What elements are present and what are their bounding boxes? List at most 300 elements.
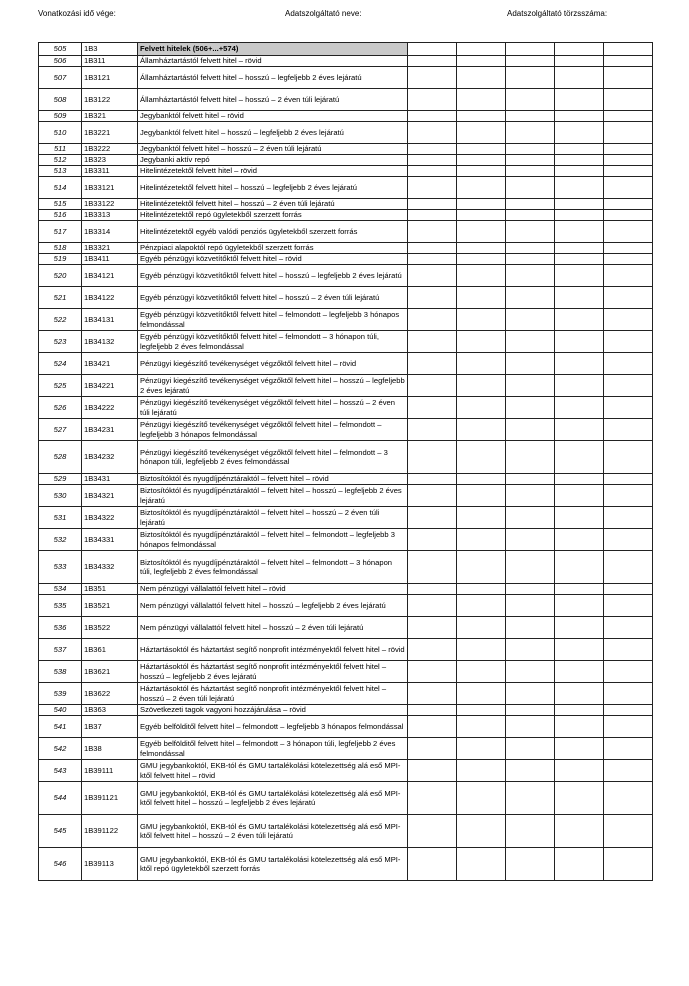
value-cell[interactable] bbox=[457, 485, 506, 507]
value-cell[interactable] bbox=[555, 507, 604, 529]
value-cell[interactable] bbox=[457, 111, 506, 122]
value-cell[interactable] bbox=[457, 265, 506, 287]
value-cell[interactable] bbox=[604, 639, 653, 661]
row-description: Pénzügyi kiegészítő tevékenységet végzőktől felvett hitel – rövid bbox=[138, 353, 408, 375]
value-cell[interactable] bbox=[506, 67, 555, 89]
value-cell[interactable] bbox=[506, 166, 555, 177]
value-cell[interactable] bbox=[555, 551, 604, 584]
value-cell[interactable] bbox=[555, 166, 604, 177]
row-code: 1B39111 bbox=[82, 760, 138, 782]
row-description: Pénzpiaci alapoktól repó ügyletekből szerzett forrás bbox=[138, 243, 408, 254]
row-description: Biztosítóktól és nyugdíjpénztáraktól – felvett hitel – felmondott – legfeljebb 3 hónapos felmondással bbox=[138, 529, 408, 551]
value-cell[interactable] bbox=[457, 243, 506, 254]
value-cell[interactable] bbox=[408, 56, 457, 67]
header-reference-date: Vonatkozási idő vége: bbox=[38, 9, 116, 18]
row-description: Államháztartástól felvett hitel – hosszú – 2 éven túli lejáratú bbox=[138, 89, 408, 111]
row-number: 518 bbox=[39, 243, 82, 254]
table-row bbox=[39, 56, 653, 67]
row-description: Államháztartástól felvett hitel – rövid bbox=[138, 56, 408, 67]
value-cell[interactable] bbox=[555, 441, 604, 474]
table-row bbox=[39, 419, 653, 441]
value-cell[interactable] bbox=[604, 177, 653, 199]
row-code: 1B3 bbox=[82, 43, 138, 56]
value-cell[interactable] bbox=[457, 474, 506, 485]
value-cell[interactable] bbox=[506, 705, 555, 716]
table-row bbox=[39, 441, 653, 474]
value-cell[interactable] bbox=[408, 815, 457, 848]
value-cell[interactable] bbox=[604, 122, 653, 144]
row-description: Hitelintézetektől repó ügyletekből szerzett forrás bbox=[138, 210, 408, 221]
value-cell[interactable] bbox=[408, 287, 457, 309]
value-cell[interactable] bbox=[408, 254, 457, 265]
value-cell[interactable] bbox=[506, 89, 555, 111]
row-code: 1B3431 bbox=[82, 474, 138, 485]
value-cell[interactable] bbox=[604, 738, 653, 760]
value-cell[interactable] bbox=[457, 397, 506, 419]
value-cell[interactable] bbox=[408, 683, 457, 705]
value-cell[interactable] bbox=[604, 309, 653, 331]
row-code: 1B391122 bbox=[82, 815, 138, 848]
value-cell[interactable] bbox=[408, 353, 457, 375]
value-cell[interactable] bbox=[408, 419, 457, 441]
value-cell[interactable] bbox=[555, 617, 604, 639]
value-cell[interactable] bbox=[555, 705, 604, 716]
value-cell[interactable] bbox=[457, 331, 506, 353]
value-cell[interactable] bbox=[408, 144, 457, 155]
value-cell[interactable] bbox=[457, 287, 506, 309]
row-code: 1B3314 bbox=[82, 221, 138, 243]
row-description: Nem pénzügyi vállalattól felvett hitel – rövid bbox=[138, 584, 408, 595]
table-row bbox=[39, 254, 653, 265]
row-code: 1B37 bbox=[82, 716, 138, 738]
value-cell[interactable] bbox=[604, 661, 653, 683]
value-cell[interactable] bbox=[408, 529, 457, 551]
value-cell[interactable] bbox=[408, 265, 457, 287]
value-cell[interactable] bbox=[408, 67, 457, 89]
value-cell[interactable] bbox=[506, 507, 555, 529]
value-cell[interactable] bbox=[408, 474, 457, 485]
value-cell[interactable] bbox=[506, 683, 555, 705]
value-cell[interactable] bbox=[506, 331, 555, 353]
value-cell[interactable] bbox=[408, 551, 457, 584]
value-cell[interactable] bbox=[555, 397, 604, 419]
value-cell[interactable] bbox=[555, 782, 604, 815]
value-cell[interactable] bbox=[457, 584, 506, 595]
value-cell[interactable] bbox=[555, 584, 604, 595]
row-description: Biztosítóktól és nyugdíjpénztáraktól – felvett hitel – hosszú – legfeljebb 2 éves lejáratú bbox=[138, 485, 408, 507]
value-cell[interactable] bbox=[555, 474, 604, 485]
row-number: 525 bbox=[39, 375, 82, 397]
value-cell[interactable] bbox=[506, 122, 555, 144]
row-code: 1B3421 bbox=[82, 353, 138, 375]
table-row bbox=[39, 166, 653, 177]
value-cell[interactable] bbox=[457, 166, 506, 177]
value-cell[interactable] bbox=[408, 309, 457, 331]
table-row bbox=[39, 738, 653, 760]
value-cell[interactable] bbox=[604, 705, 653, 716]
value-cell[interactable] bbox=[555, 639, 604, 661]
row-number: 540 bbox=[39, 705, 82, 716]
row-number: 539 bbox=[39, 683, 82, 705]
row-number: 522 bbox=[39, 309, 82, 331]
value-cell[interactable] bbox=[604, 848, 653, 881]
value-cell[interactable] bbox=[604, 584, 653, 595]
row-code: 1B34122 bbox=[82, 287, 138, 309]
value-cell[interactable] bbox=[506, 485, 555, 507]
value-cell[interactable] bbox=[506, 738, 555, 760]
row-number: 535 bbox=[39, 595, 82, 617]
value-cell[interactable] bbox=[604, 419, 653, 441]
value-cell[interactable] bbox=[555, 848, 604, 881]
row-number: 509 bbox=[39, 111, 82, 122]
value-cell[interactable] bbox=[604, 683, 653, 705]
row-description: Biztosítóktól és nyugdíjpénztáraktól – felvett hitel – felmondott – 3 hónapon túli, legfeljebb 2 éves felmondással bbox=[138, 551, 408, 584]
value-cell[interactable] bbox=[457, 177, 506, 199]
value-cell[interactable] bbox=[457, 760, 506, 782]
value-cell[interactable] bbox=[555, 111, 604, 122]
value-cell[interactable] bbox=[604, 485, 653, 507]
table-row bbox=[39, 243, 653, 254]
row-number: 514 bbox=[39, 177, 82, 199]
row-number: 538 bbox=[39, 661, 82, 683]
value-cell[interactable] bbox=[604, 89, 653, 111]
row-code: 1B391121 bbox=[82, 782, 138, 815]
value-cell[interactable] bbox=[604, 441, 653, 474]
value-cell[interactable] bbox=[604, 474, 653, 485]
value-cell[interactable] bbox=[408, 848, 457, 881]
value-cell[interactable] bbox=[506, 254, 555, 265]
table-row bbox=[39, 331, 653, 353]
value-cell[interactable] bbox=[506, 111, 555, 122]
row-description: Államháztartástól felvett hitel – hosszú – legfeljebb 2 éves lejáratú bbox=[138, 67, 408, 89]
value-cell[interactable] bbox=[604, 221, 653, 243]
row-code: 1B34321 bbox=[82, 485, 138, 507]
value-cell[interactable] bbox=[604, 507, 653, 529]
value-cell[interactable] bbox=[506, 716, 555, 738]
value-cell[interactable] bbox=[604, 760, 653, 782]
value-cell[interactable] bbox=[506, 441, 555, 474]
value-cell[interactable] bbox=[506, 529, 555, 551]
table-row bbox=[39, 221, 653, 243]
value-cell[interactable] bbox=[408, 111, 457, 122]
value-cell[interactable] bbox=[457, 617, 506, 639]
value-cell[interactable] bbox=[506, 815, 555, 848]
value-cell[interactable] bbox=[555, 122, 604, 144]
row-number: 529 bbox=[39, 474, 82, 485]
value-cell[interactable] bbox=[506, 177, 555, 199]
value-cell[interactable] bbox=[604, 254, 653, 265]
row-description: Egyéb pénzügyi közvetítőktől felvett hitel – felmondott – legfeljebb 3 hónapos felmondással bbox=[138, 309, 408, 331]
value-cell[interactable] bbox=[506, 617, 555, 639]
value-cell[interactable] bbox=[457, 738, 506, 760]
value-cell[interactable] bbox=[457, 254, 506, 265]
value-cell[interactable] bbox=[506, 43, 555, 56]
row-number: 546 bbox=[39, 848, 82, 881]
value-cell[interactable] bbox=[555, 683, 604, 705]
row-number: 530 bbox=[39, 485, 82, 507]
value-cell[interactable] bbox=[604, 375, 653, 397]
value-cell[interactable] bbox=[408, 639, 457, 661]
value-cell[interactable] bbox=[506, 782, 555, 815]
value-cell[interactable] bbox=[457, 683, 506, 705]
value-cell[interactable] bbox=[408, 617, 457, 639]
row-description: GMU jegybankoktól, EKB-tól és GMU tartalékolási kötelezettség alá eső MPI-ktől felvett hitel – rövid bbox=[138, 760, 408, 782]
row-description: Háztartásoktól és háztartást segítő nonprofit intézményektől felvett hitel – rövid bbox=[138, 639, 408, 661]
table-row bbox=[39, 474, 653, 485]
value-cell[interactable] bbox=[506, 199, 555, 210]
value-cell[interactable] bbox=[555, 243, 604, 254]
value-cell[interactable] bbox=[604, 67, 653, 89]
row-code: 1B33122 bbox=[82, 199, 138, 210]
row-description: Jegybanktól felvett hitel – rövid bbox=[138, 111, 408, 122]
value-cell[interactable] bbox=[457, 199, 506, 210]
value-cell[interactable] bbox=[604, 782, 653, 815]
value-cell[interactable] bbox=[555, 67, 604, 89]
value-cell[interactable] bbox=[555, 485, 604, 507]
header-provider-name: Adatszolgáltató neve: bbox=[285, 9, 362, 18]
value-cell[interactable] bbox=[457, 661, 506, 683]
value-cell[interactable] bbox=[457, 441, 506, 474]
data-table bbox=[38, 42, 653, 881]
value-cell[interactable] bbox=[408, 397, 457, 419]
value-cell[interactable] bbox=[555, 210, 604, 221]
row-number: 505 bbox=[39, 43, 82, 56]
value-cell[interactable] bbox=[555, 144, 604, 155]
value-cell[interactable] bbox=[457, 529, 506, 551]
value-cell[interactable] bbox=[457, 210, 506, 221]
value-cell[interactable] bbox=[457, 507, 506, 529]
value-cell[interactable] bbox=[506, 760, 555, 782]
value-cell[interactable] bbox=[555, 760, 604, 782]
value-cell[interactable] bbox=[408, 485, 457, 507]
value-cell[interactable] bbox=[408, 782, 457, 815]
value-cell[interactable] bbox=[555, 716, 604, 738]
table-row bbox=[39, 782, 653, 815]
value-cell[interactable] bbox=[604, 56, 653, 67]
row-code: 1B361 bbox=[82, 639, 138, 661]
value-cell[interactable] bbox=[408, 507, 457, 529]
value-cell[interactable] bbox=[457, 353, 506, 375]
row-number: 545 bbox=[39, 815, 82, 848]
row-number: 511 bbox=[39, 144, 82, 155]
value-cell[interactable] bbox=[555, 419, 604, 441]
value-cell[interactable] bbox=[604, 265, 653, 287]
value-cell[interactable] bbox=[555, 254, 604, 265]
value-cell[interactable] bbox=[604, 111, 653, 122]
table-row bbox=[39, 507, 653, 529]
row-description: GMU jegybankoktól, EKB-tól és GMU tartalékolási kötelezettség alá eső MPI-ktől felvett hitel – hosszú – 2 éven túli lejáratú bbox=[138, 815, 408, 848]
value-cell[interactable] bbox=[604, 243, 653, 254]
value-cell[interactable] bbox=[604, 199, 653, 210]
row-code: 1B3221 bbox=[82, 122, 138, 144]
row-number: 531 bbox=[39, 507, 82, 529]
table-row bbox=[39, 111, 653, 122]
value-cell[interactable] bbox=[555, 177, 604, 199]
value-cell[interactable] bbox=[457, 595, 506, 617]
row-code: 1B323 bbox=[82, 155, 138, 166]
row-description: Jegybanktól felvett hitel – hosszú – legfeljebb 2 éves lejáratú bbox=[138, 122, 408, 144]
value-cell[interactable] bbox=[506, 287, 555, 309]
value-cell[interactable] bbox=[555, 595, 604, 617]
value-cell[interactable] bbox=[506, 243, 555, 254]
value-cell[interactable] bbox=[408, 705, 457, 716]
value-cell[interactable] bbox=[555, 287, 604, 309]
value-cell[interactable] bbox=[604, 43, 653, 56]
row-description: Pénzügyi kiegészítő tevékenységet végzőktől felvett hitel – hosszú – 2 éven túli lejáratú bbox=[138, 397, 408, 419]
value-cell[interactable] bbox=[457, 43, 506, 56]
value-cell[interactable] bbox=[457, 122, 506, 144]
value-cell[interactable] bbox=[457, 419, 506, 441]
value-cell[interactable] bbox=[408, 177, 457, 199]
value-cell[interactable] bbox=[555, 221, 604, 243]
value-cell[interactable] bbox=[408, 584, 457, 595]
value-cell[interactable] bbox=[604, 210, 653, 221]
value-cell[interactable] bbox=[506, 551, 555, 584]
value-cell[interactable] bbox=[506, 584, 555, 595]
value-cell[interactable] bbox=[604, 595, 653, 617]
row-description: Felvett hitelek (506+...+574) bbox=[138, 43, 408, 56]
row-description: Egyéb pénzügyi közvetítőktől felvett hitel – hosszú – legfeljebb 2 éves lejáratú bbox=[138, 265, 408, 287]
value-cell[interactable] bbox=[408, 122, 457, 144]
value-cell[interactable] bbox=[506, 375, 555, 397]
value-cell[interactable] bbox=[604, 617, 653, 639]
value-cell[interactable] bbox=[408, 661, 457, 683]
value-cell[interactable] bbox=[506, 221, 555, 243]
value-cell[interactable] bbox=[555, 265, 604, 287]
value-cell[interactable] bbox=[408, 441, 457, 474]
value-cell[interactable] bbox=[457, 67, 506, 89]
value-cell[interactable] bbox=[408, 89, 457, 111]
row-number: 519 bbox=[39, 254, 82, 265]
value-cell[interactable] bbox=[457, 56, 506, 67]
value-cell[interactable] bbox=[457, 155, 506, 166]
value-cell[interactable] bbox=[555, 375, 604, 397]
value-cell[interactable] bbox=[506, 210, 555, 221]
value-cell[interactable] bbox=[604, 397, 653, 419]
row-number: 507 bbox=[39, 67, 82, 89]
value-cell[interactable] bbox=[555, 661, 604, 683]
value-cell[interactable] bbox=[506, 848, 555, 881]
row-description: Jegybanktól felvett hitel – hosszú – 2 éven túli lejáratú bbox=[138, 144, 408, 155]
value-cell[interactable] bbox=[555, 331, 604, 353]
value-cell[interactable] bbox=[457, 309, 506, 331]
table-row bbox=[39, 67, 653, 89]
value-cell[interactable] bbox=[604, 144, 653, 155]
value-cell[interactable] bbox=[506, 474, 555, 485]
value-cell[interactable] bbox=[604, 331, 653, 353]
value-cell[interactable] bbox=[408, 760, 457, 782]
value-cell[interactable] bbox=[506, 397, 555, 419]
row-code: 1B3621 bbox=[82, 661, 138, 683]
value-cell[interactable] bbox=[408, 43, 457, 56]
value-cell[interactable] bbox=[555, 56, 604, 67]
value-cell[interactable] bbox=[506, 144, 555, 155]
value-cell[interactable] bbox=[457, 716, 506, 738]
value-cell[interactable] bbox=[457, 144, 506, 155]
value-cell[interactable] bbox=[408, 331, 457, 353]
value-cell[interactable] bbox=[555, 738, 604, 760]
value-cell[interactable] bbox=[555, 353, 604, 375]
value-cell[interactable] bbox=[457, 551, 506, 584]
value-cell[interactable] bbox=[604, 353, 653, 375]
table-row bbox=[39, 716, 653, 738]
value-cell[interactable] bbox=[457, 221, 506, 243]
value-cell[interactable] bbox=[408, 210, 457, 221]
value-cell[interactable] bbox=[604, 529, 653, 551]
value-cell[interactable] bbox=[555, 815, 604, 848]
value-cell[interactable] bbox=[408, 155, 457, 166]
value-cell[interactable] bbox=[506, 639, 555, 661]
value-cell[interactable] bbox=[408, 199, 457, 210]
value-cell[interactable] bbox=[506, 265, 555, 287]
row-description: Nem pénzügyi vállalattól felvett hitel – hosszú – legfeljebb 2 éves lejáratú bbox=[138, 595, 408, 617]
value-cell[interactable] bbox=[408, 221, 457, 243]
value-cell[interactable] bbox=[408, 243, 457, 254]
value-cell[interactable] bbox=[555, 155, 604, 166]
value-cell[interactable] bbox=[506, 419, 555, 441]
value-cell[interactable] bbox=[506, 661, 555, 683]
row-description: Egyéb belfölditől felvett hitel – felmondott – 3 hónapon túli, legfeljebb 2 éves felmondással bbox=[138, 738, 408, 760]
row-code: 1B311 bbox=[82, 56, 138, 67]
row-code: 1B3521 bbox=[82, 595, 138, 617]
value-cell[interactable] bbox=[506, 353, 555, 375]
value-cell[interactable] bbox=[408, 716, 457, 738]
value-cell[interactable] bbox=[457, 705, 506, 716]
table-row bbox=[39, 584, 653, 595]
value-cell[interactable] bbox=[408, 166, 457, 177]
value-cell[interactable] bbox=[604, 716, 653, 738]
value-cell[interactable] bbox=[604, 815, 653, 848]
row-code: 1B3622 bbox=[82, 683, 138, 705]
value-cell[interactable] bbox=[457, 89, 506, 111]
row-code: 1B321 bbox=[82, 111, 138, 122]
value-cell[interactable] bbox=[604, 551, 653, 584]
row-description: Biztosítóktól és nyugdíjpénztáraktól – felvett hitel – rövid bbox=[138, 474, 408, 485]
value-cell[interactable] bbox=[555, 529, 604, 551]
value-cell[interactable] bbox=[457, 815, 506, 848]
value-cell[interactable] bbox=[408, 375, 457, 397]
table-row bbox=[39, 287, 653, 309]
row-code: 1B38 bbox=[82, 738, 138, 760]
value-cell[interactable] bbox=[457, 639, 506, 661]
value-cell[interactable] bbox=[604, 155, 653, 166]
value-cell[interactable] bbox=[555, 309, 604, 331]
row-number: 542 bbox=[39, 738, 82, 760]
row-code: 1B34121 bbox=[82, 265, 138, 287]
value-cell[interactable] bbox=[506, 309, 555, 331]
table-row bbox=[39, 265, 653, 287]
header-provider-id: Adatszolgáltató törzsszáma: bbox=[507, 9, 608, 18]
value-cell[interactable] bbox=[457, 782, 506, 815]
value-cell[interactable] bbox=[408, 738, 457, 760]
table-row bbox=[39, 122, 653, 144]
table-row bbox=[39, 705, 653, 716]
value-cell[interactable] bbox=[555, 89, 604, 111]
value-cell[interactable] bbox=[555, 199, 604, 210]
value-cell[interactable] bbox=[555, 43, 604, 56]
row-number: 536 bbox=[39, 617, 82, 639]
value-cell[interactable] bbox=[506, 56, 555, 67]
value-cell[interactable] bbox=[506, 595, 555, 617]
value-cell[interactable] bbox=[604, 287, 653, 309]
value-cell[interactable] bbox=[457, 375, 506, 397]
value-cell[interactable] bbox=[408, 595, 457, 617]
row-number: 516 bbox=[39, 210, 82, 221]
value-cell[interactable] bbox=[457, 848, 506, 881]
table-row bbox=[39, 683, 653, 705]
value-cell[interactable] bbox=[506, 155, 555, 166]
value-cell[interactable] bbox=[604, 166, 653, 177]
